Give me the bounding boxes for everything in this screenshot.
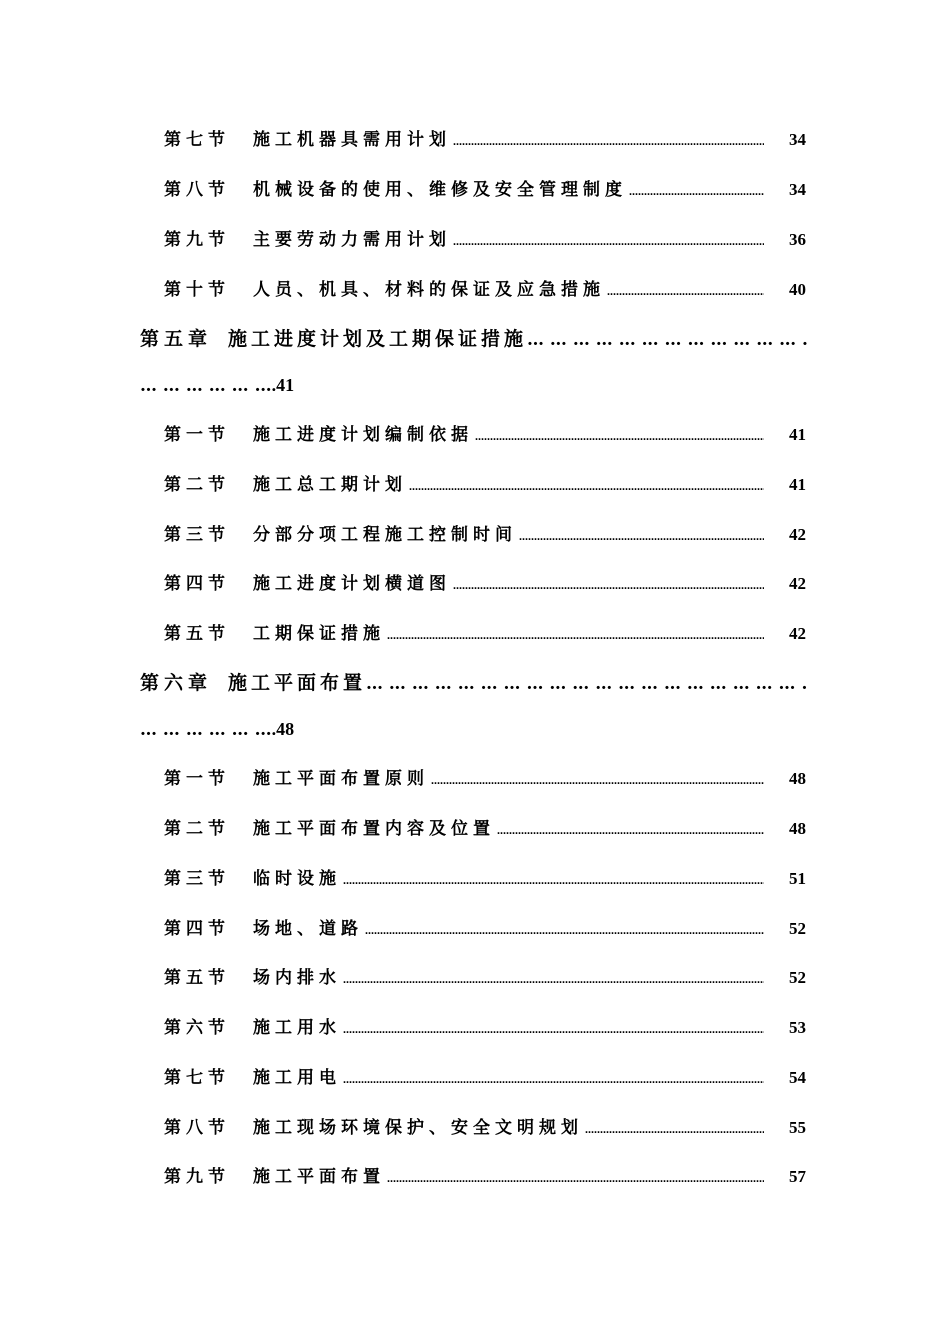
page-number: 52 (789, 919, 806, 938)
toc-entry[interactable] (164, 917, 806, 941)
page-number: 48 (789, 769, 806, 788)
page-number: 34 (789, 180, 806, 199)
dot-leader (453, 229, 764, 253)
page-number: 52 (789, 968, 806, 987)
toc-entry[interactable] (164, 523, 806, 547)
section-number: 第三节 (164, 869, 230, 889)
page-number: 51 (789, 869, 806, 888)
toc-entry[interactable] (164, 278, 806, 302)
section-title: 临时设施 (253, 869, 341, 889)
section-title: 施工平面布置 (253, 1167, 385, 1187)
page-number: 36 (789, 230, 806, 249)
section-title: 分部分项工程施工控制时间 (253, 525, 517, 545)
dot-leader (387, 623, 764, 647)
toc-entry[interactable] (164, 966, 806, 990)
section-title: 施工进度计划横道图 (253, 574, 451, 594)
chapter-title: 施工平面布置 (228, 672, 367, 694)
dot-leader (607, 279, 764, 303)
dot-leader (140, 707, 272, 753)
toc-entry[interactable] (164, 473, 806, 497)
toc-entry[interactable] (164, 1066, 806, 1090)
section-title: 施工现场环境保护、安全文明规划 (253, 1118, 583, 1138)
section-number: 第一节 (164, 769, 230, 789)
toc-entry[interactable] (164, 178, 806, 202)
dot-leader (453, 573, 764, 597)
dot-leader (629, 179, 764, 203)
dot-leader (366, 661, 808, 707)
toc-entry[interactable] (164, 228, 806, 252)
section-number: 第四节 (164, 574, 230, 594)
page-number: 42 (789, 624, 806, 643)
dot-leader (140, 363, 272, 409)
section-number: 第八节 (164, 1118, 230, 1138)
section-number: 第七节 (164, 130, 230, 150)
toc-entry[interactable] (164, 767, 806, 791)
section-title: 施工平面布置原则 (253, 769, 429, 789)
section-title: 机械设备的使用、维修及安全管理制度 (253, 180, 627, 200)
section-number: 第十节 (164, 280, 230, 300)
section-title: 施工进度计划编制依据 (253, 425, 473, 445)
dot-leader (365, 918, 764, 942)
toc-entry[interactable] (164, 1165, 806, 1189)
section-number: 第二节 (164, 819, 230, 839)
section-title: 施工机器具需用计划 (253, 130, 451, 150)
dot-leader (585, 1117, 764, 1141)
toc-entry[interactable] (164, 1116, 806, 1140)
section-number: 第九节 (164, 230, 230, 250)
chapter-number: 第六章 (140, 672, 213, 694)
section-title: 施工总工期计划 (253, 475, 407, 495)
page-number: 54 (789, 1068, 806, 1087)
dot-leader (343, 1067, 764, 1091)
dot-leader (519, 524, 764, 548)
section-number: 第三节 (164, 525, 230, 545)
dot-leader (431, 768, 764, 792)
page-number: 55 (789, 1118, 806, 1137)
toc-entry[interactable] (164, 572, 806, 596)
dot-leader (475, 424, 764, 448)
section-number: 第五节 (164, 968, 230, 988)
toc-entry[interactable] (164, 128, 806, 152)
dot-leader (497, 818, 764, 842)
section-number: 第四节 (164, 919, 230, 939)
dot-leader (343, 967, 764, 991)
toc-entry[interactable] (164, 423, 806, 447)
section-title: 主要劳动力需用计划 (253, 230, 451, 250)
section-title: 施工用电 (253, 1068, 341, 1088)
toc-entry[interactable] (164, 1016, 806, 1040)
toc-entry[interactable] (164, 817, 806, 841)
page-number: 41 (789, 475, 806, 494)
section-title: 施工用水 (253, 1018, 341, 1038)
section-title: 人员、机具、材料的保证及应急措施 (253, 280, 605, 300)
page-number: 41 (789, 425, 806, 444)
page-number: .41 (271, 375, 295, 395)
section-title: 工期保证措施 (253, 624, 385, 644)
chapter-title: 施工进度计划及工期保证措施 (228, 328, 528, 350)
section-title: 场地、道路 (253, 919, 363, 939)
page-number: 34 (789, 130, 806, 149)
section-title: 场内排水 (253, 968, 341, 988)
section-number: 第二节 (164, 475, 230, 495)
page-number: .48 (271, 719, 295, 739)
toc-entry[interactable] (164, 867, 806, 891)
dot-leader (453, 129, 764, 153)
section-number: 第一节 (164, 425, 230, 445)
section-number: 第五节 (164, 624, 230, 644)
page-number: 53 (789, 1018, 806, 1037)
dot-leader (343, 868, 764, 892)
section-number: 第七节 (164, 1068, 230, 1088)
page-number: 42 (789, 574, 806, 593)
page-number: 57 (789, 1167, 806, 1186)
section-number: 第八节 (164, 180, 230, 200)
dot-leader (527, 317, 808, 363)
toc-entry[interactable] (164, 622, 806, 646)
page-number: 48 (789, 819, 806, 838)
section-number: 第九节 (164, 1167, 230, 1187)
toc-chapter[interactable] (140, 316, 808, 408)
dot-leader (343, 1017, 764, 1041)
page-number: 40 (789, 280, 806, 299)
toc-chapter[interactable] (140, 660, 808, 752)
page-number: 42 (789, 525, 806, 544)
section-title: 施工平面布置内容及位置 (253, 819, 495, 839)
dot-leader (409, 474, 764, 498)
chapter-number: 第五章 (140, 328, 213, 350)
section-number: 第六节 (164, 1018, 230, 1038)
dot-leader (387, 1166, 764, 1190)
